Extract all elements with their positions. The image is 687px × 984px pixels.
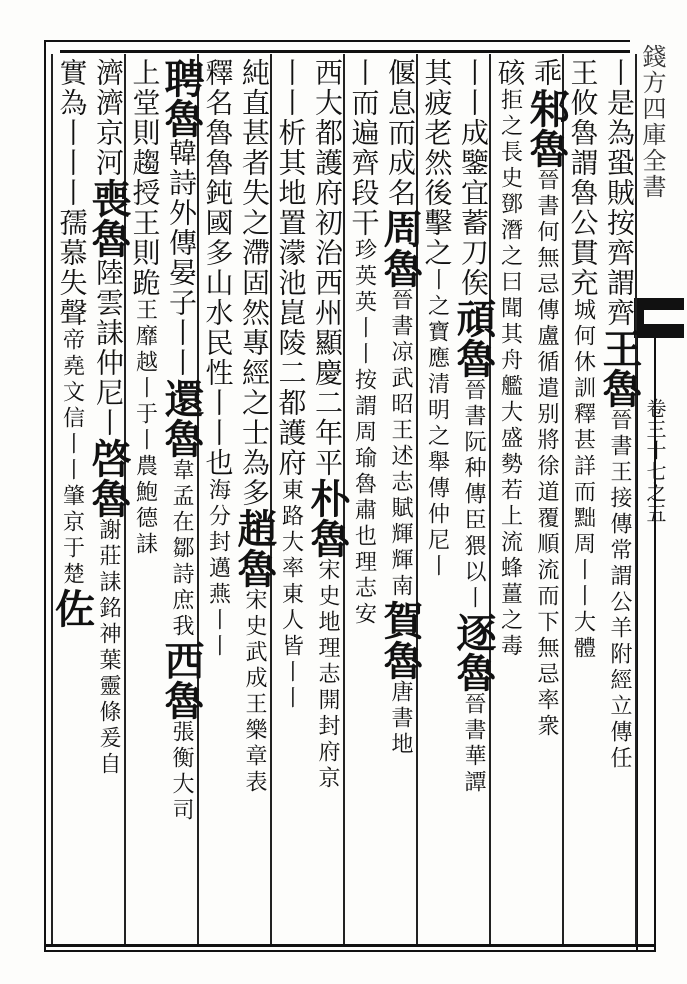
column-text: 晉書凉武昭王述志賦輝輝南 [388,288,413,600]
column-text: 西大都護府初治西州顯慶二年平 [311,58,344,478]
column-text: 農鮑德誄 [132,454,158,558]
text-column [450,58,497,942]
column-text: 韓詩外傳晏子丨丨 [165,138,198,378]
column-text: 謝莊誄銘神葉靈條爰自 [96,518,121,778]
text-column [304,58,351,942]
headword: 逐魯 [450,612,497,692]
column-text: 晉書何無忌傳盧循遣别將徐道覆順流而下無忌率衆 [534,168,559,740]
column-text: 宋史地理志開封府京 [315,558,340,792]
book-title: 錢方四庫全書 [638,44,666,200]
column-text: 張衡大司 [169,720,194,824]
headword: 聘魯 [158,58,205,138]
headword: 喪魯 [85,178,132,258]
column-text: 王靡越丨于丨 [132,298,158,454]
column-text: 丨是為蛩賊按齊謂齊 [603,58,636,328]
column-text: 晉書華譚 [461,692,486,796]
column-text: 拒之長史鄧潛之曰聞其舟艦大盛勢若上流蜂薑之毒 [497,88,523,660]
text-column [48,58,96,942]
column-text: 丨丨析其地置濛池崑陵二都護府 [274,58,308,478]
column-text: 硋 [493,58,527,88]
column-text: 城何休訓釋甚詳而黜周丨丨大體 [570,298,596,662]
column-text: 丨孺慕失聲 [55,178,89,328]
headword: 頑魯 [450,298,497,378]
headword: 還魯 [158,378,205,458]
column-text: 陸雲誄仲尼丨 [92,258,125,438]
column-text: 丨之寶應清明之舉 [424,268,450,476]
headword: 賀魯 [377,600,424,680]
column-text: 釋名魯魯鈍國多山水民性丨丨也 [201,58,235,478]
juan-label: 卷三十七之五 [643,398,667,524]
column-text: 海分封邁燕丨丨 [205,478,231,660]
column-text: 晉書王接傳常謂公羊附經立傳任 [607,408,632,772]
headword: 王魯 [596,328,643,408]
column-text: 東路大率東人皆丨丨 [278,478,304,712]
column-text: 王攸魯謂魯公貫充 [566,58,600,298]
headword: 啓魯 [85,438,132,518]
text-column [421,58,452,942]
column-rule [51,54,53,944]
column-text: 傳仲尼丨 [424,476,450,580]
frame-top-rule [60,50,648,53]
headword: 佐 [48,588,96,628]
column-text: 韋孟在鄒詩庶我 [169,458,194,640]
text-column [523,58,570,942]
headword: 朴魯 [304,478,351,558]
column-text: 宋史武成王樂章表 [242,588,267,796]
column-text: 丨丨成鑒宜蓄刀俟 [457,58,490,298]
text-column [494,58,525,942]
column-rule [562,54,564,944]
text-column [231,58,278,942]
text-column [348,58,379,942]
headword: 西魯 [158,640,205,720]
text-column [377,58,424,942]
text-column [202,58,233,942]
headword: 邾魯 [523,88,570,168]
column-text: 偃息而成名 [384,58,417,208]
column-text: 其疲老然後擊之 [420,58,454,268]
column-text: 乖 [530,58,563,88]
column-text: 晉書阮种傳臣猥以丨 [461,378,486,612]
text-column [567,58,598,942]
text-column [158,58,205,942]
column-text: 純直甚者失之滯固然專經之士為多 [238,58,271,508]
column-text: 帝堯文信丨丨肇京于楚 [59,328,85,588]
text-column [85,58,132,942]
text-column [596,58,643,942]
headword: 趙魯 [231,508,278,588]
headword: 周魯 [377,208,424,288]
column-text: 上堂則趨授王則跪 [128,58,162,298]
column-text: 理志安 [351,550,377,628]
frame-bottom-rule [44,944,656,947]
column-text: 唐書地 [388,680,413,758]
column-text: 珍英英丨丨按謂周瑜魯肅也 [351,238,377,550]
column-text: 丨而遍齊段干 [347,58,381,238]
text-column [275,58,306,942]
column-text: 濟濟京河 [92,58,125,178]
column-text: 實為丨丨 [55,58,89,178]
text-column [129,58,160,942]
